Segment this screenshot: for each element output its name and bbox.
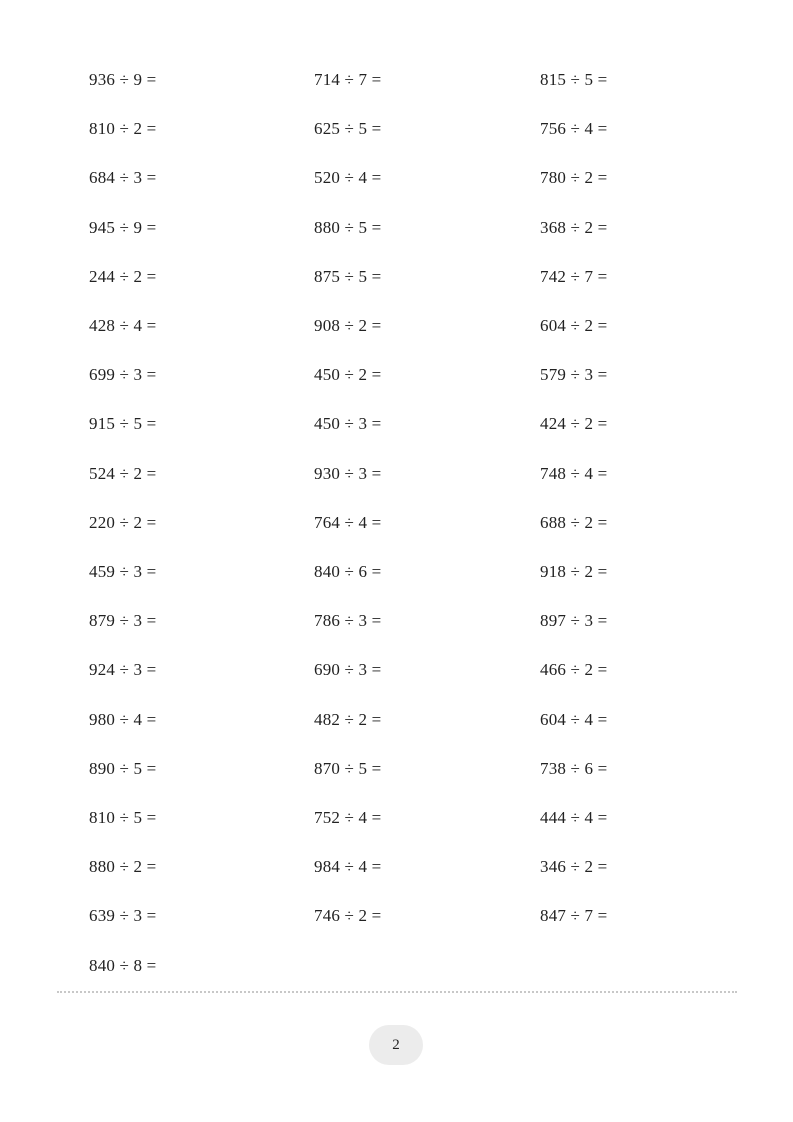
division-problem: 450 ÷ 2 = (314, 365, 382, 385)
division-problem: 244 ÷ 2 = (89, 266, 157, 286)
division-problem: 840 ÷ 8 = (89, 955, 157, 975)
division-problem: 897 ÷ 3 = (540, 611, 608, 631)
division-problem: 604 ÷ 4 = (540, 709, 608, 729)
division-problem: 752 ÷ 4 = (314, 808, 382, 827)
division-problem: 368 ÷ 2 = (540, 217, 608, 237)
page-number: 2 (392, 1036, 400, 1053)
division-problem: 524 ÷ 2 = (89, 463, 157, 483)
division-problem: 684 ÷ 3 = (89, 168, 157, 188)
division-problem: 786 ÷ 3 = (314, 611, 382, 631)
division-problem: 690 ÷ 3 = (314, 660, 382, 680)
division-problem: 444 ÷ 4 = (540, 808, 608, 827)
division-problem: 780 ÷ 2 = (540, 168, 608, 188)
division-problem: 815 ÷ 5 = (540, 70, 608, 89)
division-problem: 424 ÷ 2 = (540, 414, 608, 434)
division-problem: 220 ÷ 2 = (89, 512, 157, 532)
division-problem: 908 ÷ 2 = (314, 316, 382, 335)
division-problem: 879 ÷ 3 = (89, 611, 157, 631)
division-problem: 579 ÷ 3 = (540, 365, 608, 385)
dotted-divider (57, 991, 737, 993)
division-problem: 810 ÷ 2 = (89, 119, 157, 139)
division-problem: 930 ÷ 3 = (314, 463, 382, 483)
division-problem: 915 ÷ 5 = (89, 414, 157, 434)
division-problem: 688 ÷ 2 = (540, 512, 608, 532)
division-problem: 450 ÷ 3 = (314, 414, 382, 434)
division-problem: 875 ÷ 5 = (314, 266, 382, 286)
division-problem: 924 ÷ 3 = (89, 660, 157, 680)
division-problem: 738 ÷ 6 = (540, 758, 608, 778)
division-problem: 840 ÷ 6 = (314, 562, 382, 581)
division-problem: 625 ÷ 5 = (314, 119, 382, 139)
page-number-badge (369, 1025, 423, 1065)
division-problem: 810 ÷ 5 = (89, 808, 157, 827)
division-problem: 764 ÷ 4 = (314, 512, 382, 532)
division-problem: 746 ÷ 2 = (314, 906, 382, 926)
division-problem: 714 ÷ 7 = (314, 70, 382, 89)
division-problem: 918 ÷ 2 = (540, 562, 608, 581)
division-problem: 756 ÷ 4 = (540, 119, 608, 139)
division-problem: 870 ÷ 5 = (314, 758, 382, 778)
division-problem: 748 ÷ 4 = (540, 463, 608, 483)
division-problem: 847 ÷ 7 = (540, 906, 608, 926)
division-problem: 980 ÷ 4 = (89, 709, 157, 729)
division-problem: 604 ÷ 2 = (540, 316, 608, 335)
division-problem: 520 ÷ 4 = (314, 168, 382, 188)
division-problem: 880 ÷ 5 = (314, 217, 382, 237)
division-problem: 466 ÷ 2 = (540, 660, 608, 680)
division-problem: 639 ÷ 3 = (89, 906, 157, 926)
division-problem: 346 ÷ 2 = (540, 857, 608, 877)
division-problem: 742 ÷ 7 = (540, 266, 608, 286)
division-problem: 936 ÷ 9 = (89, 70, 157, 89)
division-problem: 880 ÷ 2 = (89, 857, 157, 877)
division-problem: 890 ÷ 5 = (89, 758, 157, 778)
division-problem: 459 ÷ 3 = (89, 562, 157, 581)
division-problem: 945 ÷ 9 = (89, 217, 157, 237)
division-problem: 428 ÷ 4 = (89, 316, 157, 335)
division-problem: 482 ÷ 2 = (314, 709, 382, 729)
division-problem: 699 ÷ 3 = (89, 365, 157, 385)
division-problem: 984 ÷ 4 = (314, 857, 382, 877)
